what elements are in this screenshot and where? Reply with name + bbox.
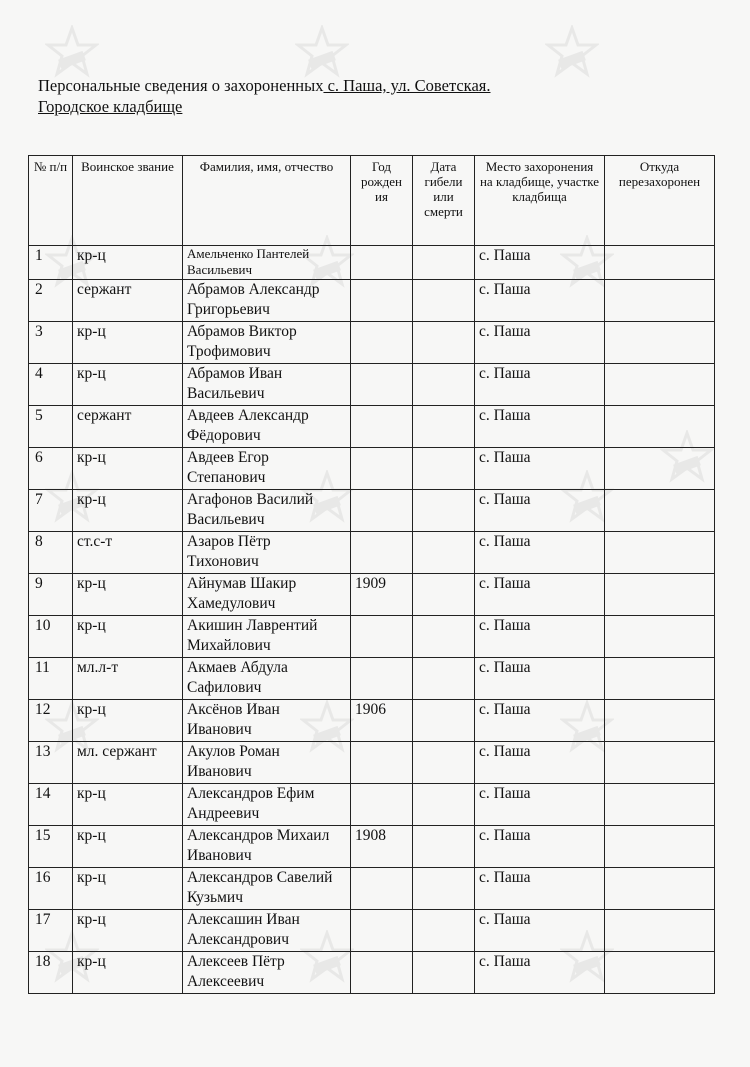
cell-reburied-from [605, 910, 715, 952]
cell-rank: кр-ц [73, 322, 183, 364]
cell-birth-year [351, 406, 413, 448]
cell-birth-year [351, 280, 413, 322]
cell-name: Александров Савелий Кузьмич [183, 868, 351, 910]
cell-name: Акишин Лаврентий Михайлович [183, 616, 351, 658]
cell-rank: кр-ц [73, 784, 183, 826]
cell-rank: кр-ц [73, 364, 183, 406]
cell-rank: кр-ц [73, 868, 183, 910]
cell-rank: кр-ц [73, 910, 183, 952]
cell-birth-year [351, 658, 413, 700]
col-header-number: № п/п [29, 156, 73, 246]
cell-death-date [413, 868, 475, 910]
cell-burial-place: с. Паша [475, 658, 605, 700]
cell-rank: кр-ц [73, 616, 183, 658]
cell-birth-year [351, 364, 413, 406]
cell-birth-year [351, 616, 413, 658]
cell-name: Александров Ефим Андреевич [183, 784, 351, 826]
cell-number: 10 [29, 616, 73, 658]
cell-birth-year [351, 784, 413, 826]
cell-rank: сержант [73, 406, 183, 448]
cell-birth-year [351, 952, 413, 994]
cell-number: 1 [29, 246, 73, 280]
table-row [29, 448, 715, 490]
cell-reburied-from [605, 868, 715, 910]
cell-burial-place: с. Паша [475, 616, 605, 658]
watermark-stamp-icon [545, 25, 599, 79]
cell-name: Абрамов Иван Васильевич [183, 364, 351, 406]
table-row [29, 952, 715, 994]
cell-birth-year [351, 910, 413, 952]
table-row [29, 742, 715, 784]
cell-burial-place: с. Паша [475, 868, 605, 910]
table-row [29, 658, 715, 700]
cell-rank: мл.л-т [73, 658, 183, 700]
heading-line-2: Городское кладбище [38, 97, 183, 116]
cell-name: Авдеев Александр Фёдорович [183, 406, 351, 448]
cell-burial-place: с. Паша [475, 490, 605, 532]
cell-reburied-from [605, 246, 715, 280]
cell-reburied-from [605, 364, 715, 406]
col-header-name: Фамилия, имя, отчество [183, 156, 351, 246]
cell-reburied-from [605, 574, 715, 616]
cell-birth-year: 1906 [351, 700, 413, 742]
cell-birth-year [351, 448, 413, 490]
cell-rank: кр-ц [73, 700, 183, 742]
cell-name: Амельченко Пантелей Васильевич [183, 246, 351, 280]
cell-burial-place: с. Паша [475, 574, 605, 616]
col-header-burial-place: Место захоронения на кладбище, участке кладбища [475, 156, 605, 246]
cell-death-date [413, 490, 475, 532]
cell-reburied-from [605, 826, 715, 868]
cell-rank: мл. сержант [73, 742, 183, 784]
cell-death-date [413, 406, 475, 448]
cell-name: Алексеев Пётр Алексеевич [183, 952, 351, 994]
cell-death-date [413, 532, 475, 574]
heading-line-1 [38, 75, 491, 96]
cell-name: Агафонов Василий Васильевич [183, 490, 351, 532]
cell-reburied-from [605, 700, 715, 742]
cell-rank: кр-ц [73, 826, 183, 868]
table-row [29, 490, 715, 532]
table-row [29, 364, 715, 406]
cell-death-date [413, 910, 475, 952]
cell-name: Аксёнов Иван Иванович [183, 700, 351, 742]
cell-rank: кр-ц [73, 574, 183, 616]
table-header-row [29, 156, 715, 246]
cell-burial-place: с. Паша [475, 246, 605, 280]
cell-reburied-from [605, 490, 715, 532]
cell-rank: кр-ц [73, 490, 183, 532]
cell-number: 4 [29, 364, 73, 406]
cell-number: 2 [29, 280, 73, 322]
cell-name: Айнумав Шакир Хамедулович [183, 574, 351, 616]
cell-burial-place: с. Паша [475, 406, 605, 448]
cell-rank: кр-ц [73, 246, 183, 280]
table-row [29, 574, 715, 616]
table-row [29, 246, 715, 280]
cell-number: 14 [29, 784, 73, 826]
cell-reburied-from [605, 448, 715, 490]
watermark-stamp-icon [295, 25, 349, 79]
cell-burial-place: с. Паша [475, 280, 605, 322]
cell-birth-year [351, 490, 413, 532]
table-row [29, 322, 715, 364]
col-header-reburied-from: Откуда перезахоронен [605, 156, 715, 246]
cell-name: Абрамов Виктор Трофимович [183, 322, 351, 364]
cell-death-date [413, 826, 475, 868]
table-row [29, 868, 715, 910]
cell-reburied-from [605, 742, 715, 784]
burials-table [28, 155, 715, 994]
table-row [29, 280, 715, 322]
cell-number: 13 [29, 742, 73, 784]
cell-rank: кр-ц [73, 448, 183, 490]
cell-name: Алексашин Иван Александрович [183, 910, 351, 952]
table-row [29, 700, 715, 742]
cell-rank: ст.с-т [73, 532, 183, 574]
cell-reburied-from [605, 406, 715, 448]
cell-birth-year [351, 246, 413, 280]
cell-reburied-from [605, 322, 715, 364]
cell-birth-year [351, 868, 413, 910]
col-header-death-date: Дата гибели или смерти [413, 156, 475, 246]
cell-number: 12 [29, 700, 73, 742]
cell-death-date [413, 700, 475, 742]
cell-burial-place: с. Паша [475, 826, 605, 868]
table-row [29, 784, 715, 826]
col-header-birth-year: Год рожден ия [351, 156, 413, 246]
cell-burial-place: с. Паша [475, 532, 605, 574]
cell-name: Авдеев Егор Степанович [183, 448, 351, 490]
cell-reburied-from [605, 952, 715, 994]
cell-death-date [413, 952, 475, 994]
cell-birth-year [351, 742, 413, 784]
cell-burial-place: с. Паша [475, 364, 605, 406]
cell-death-date [413, 448, 475, 490]
table-row [29, 910, 715, 952]
cell-birth-year: 1909 [351, 574, 413, 616]
cell-number: 18 [29, 952, 73, 994]
cell-rank: кр-ц [73, 952, 183, 994]
cell-number: 5 [29, 406, 73, 448]
cell-name: Абрамов Александр Григорьевич [183, 280, 351, 322]
table-row [29, 406, 715, 448]
cell-reburied-from [605, 658, 715, 700]
cell-reburied-from [605, 532, 715, 574]
cell-reburied-from [605, 280, 715, 322]
cell-burial-place: с. Паша [475, 448, 605, 490]
heading-place: с. Паша, ул. Советская. [323, 76, 491, 95]
cell-death-date [413, 742, 475, 784]
cell-death-date [413, 364, 475, 406]
cell-burial-place: с. Паша [475, 700, 605, 742]
col-header-rank: Воинское звание [73, 156, 183, 246]
cell-number: 16 [29, 868, 73, 910]
page-heading [38, 75, 491, 117]
cell-reburied-from [605, 784, 715, 826]
cell-number: 6 [29, 448, 73, 490]
cell-death-date [413, 280, 475, 322]
table-row [29, 616, 715, 658]
cell-reburied-from [605, 616, 715, 658]
heading-prefix: Персональные сведения о захороненных [38, 76, 324, 95]
cell-number: 17 [29, 910, 73, 952]
cell-name: Александров Михаил Иванович [183, 826, 351, 868]
cell-number: 15 [29, 826, 73, 868]
cell-burial-place: с. Паша [475, 910, 605, 952]
cell-name: Азаров Пётр Тихонович [183, 532, 351, 574]
cell-burial-place: с. Паша [475, 742, 605, 784]
cell-burial-place: с. Паша [475, 784, 605, 826]
cell-birth-year [351, 532, 413, 574]
cell-rank: сержант [73, 280, 183, 322]
cell-birth-year [351, 322, 413, 364]
cell-death-date [413, 574, 475, 616]
table-row [29, 532, 715, 574]
cell-number: 8 [29, 532, 73, 574]
cell-number: 3 [29, 322, 73, 364]
cell-death-date [413, 246, 475, 280]
cell-death-date [413, 784, 475, 826]
cell-burial-place: с. Паша [475, 952, 605, 994]
cell-burial-place: с. Паша [475, 322, 605, 364]
table-row [29, 826, 715, 868]
watermark-stamp-icon [45, 25, 99, 79]
cell-name: Акмаев Абдула Сафилович [183, 658, 351, 700]
cell-number: 9 [29, 574, 73, 616]
cell-number: 11 [29, 658, 73, 700]
cell-death-date [413, 658, 475, 700]
cell-birth-year: 1908 [351, 826, 413, 868]
cell-number: 7 [29, 490, 73, 532]
cell-name: Акулов Роман Иванович [183, 742, 351, 784]
cell-death-date [413, 322, 475, 364]
cell-death-date [413, 616, 475, 658]
